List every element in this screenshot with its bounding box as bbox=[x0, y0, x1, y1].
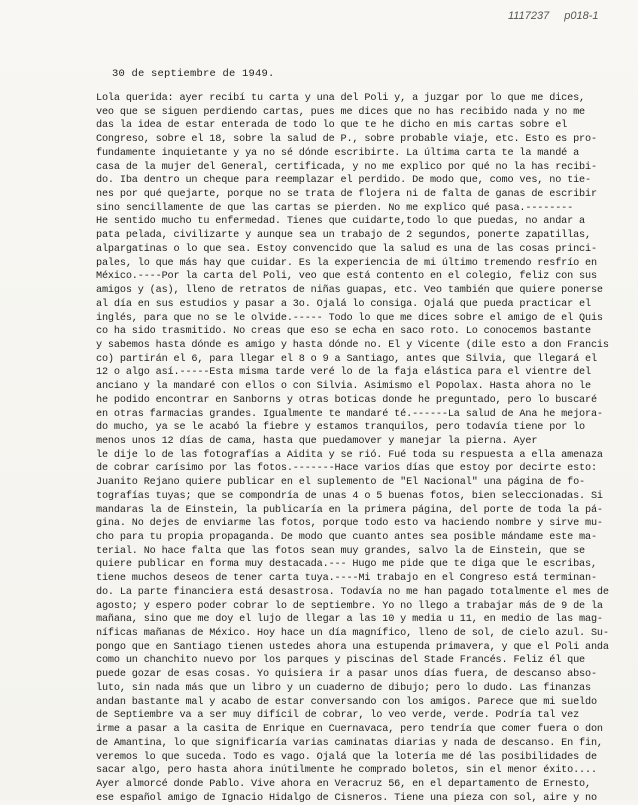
archive-stamp bbox=[508, 10, 611, 22]
letter-date: 30 de septiembre de 1949. bbox=[112, 68, 275, 80]
letter-line: mandaras la de Einstein, la publicaría en la primera página, del porte de toda la pá- bbox=[96, 504, 603, 516]
letter-line: níficas mañanas de México. Hoy hace un día magnífico, lleno de sol, de cielo azul. Su- bbox=[96, 628, 609, 640]
letter-line: cho para tu propia propaganda. De modo que cuanto antes sea posible mándame este ma- bbox=[96, 532, 597, 543]
letter-line: He sentido mucho tu enfermedad. Tienes que cuidarte,todo lo que puedas, no andar a bbox=[96, 216, 586, 228]
letter-line: amigos y (as), lleno de retratos de niñas guapas, etc. Veo también que quiere ponerse bbox=[96, 285, 603, 297]
letter-line: menos unos 12 días de cama, hasta que puedamover y manejar la pierna. Ayer bbox=[96, 435, 538, 447]
letter-line: veremos lo que suceda. Todo es vago. Ojalá que la lotería me dé las posibilidades de bbox=[96, 751, 597, 763]
letter-line: he podido encontrar en Sanborns y otras boticas donde he preguntado, pero lo buscaré bbox=[96, 394, 597, 406]
letter-line: agosto; y espero poder cobrar lo de septiembre. Yo no llego a trabajar más de 9 de la bbox=[96, 600, 603, 612]
letter-line: Lola querida: ayer recibí tu carta y una del Poli y, a juzgar por lo que me dices, bbox=[96, 93, 586, 104]
letter-line: luto, sin nada más que un libro y un cuaderno de dibujo; pero lo dudo. Las finanzas bbox=[96, 682, 591, 694]
letter-line: pata pelada, civilizarte y aunque sea un trabajo de 2 segundos, ponerte zapatillas, bbox=[96, 230, 591, 242]
letter-line: fundamente inquietante y ya no sé dónde escribirte. La última carta te la mandé a bbox=[96, 147, 580, 159]
letter-line: pongo que en Santiago tienen ustedes ahora una estupenda primavera, y que el Poli anda bbox=[96, 641, 609, 653]
letter-line: alpargatinas o lo que sea. Estoy convencido que la salud es una de las cosas princi- bbox=[96, 243, 597, 255]
letter-line: do mucho, ya se le acabó la fiebre y estamos tranquilos, pero todavía tiene por lo bbox=[96, 422, 586, 434]
letter-line: andan bastante mal y acabo de estar conversando con los amigos. Parece que mi sueldo bbox=[96, 696, 597, 708]
letter-line: en otras farmacias grandes. Igualmente te mandaré té.------La salud de Ana he mejora- bbox=[96, 408, 603, 420]
letter-line: y sabemos hasta dónde es amigo y hasta dónde no. El y Vicente (dile esto a don Francis bbox=[96, 339, 609, 351]
letter-line: Juanito Rejano quiere publicar en el suplemento de "El Nacional" una página de fo- bbox=[96, 477, 586, 489]
letter-line: do. La parte financiera está desastrosa. Todavía no me han pagado totalmente el mes de bbox=[96, 586, 609, 598]
letter-line: irme a pasar a la casita de Enrique en Cuernavaca, pero tendría que comer fuera o don bbox=[96, 724, 603, 736]
letter-line: puede gozar de esas cosas. Yo quisiera ir a pasar unos días fuera, de descanso abso- bbox=[96, 669, 597, 681]
letter-line: terial. No hace falta que las fotos sean muy grandes, salvo la de Einstein, que se bbox=[96, 545, 586, 557]
letter-line: México.----Por la carta del Poli, veo que está contento en el colegio, feliz con sus bbox=[96, 271, 597, 283]
letter-line: 12 o algo así.-----Esta misma tarde veré lo de la faja elástica para el vientre del bbox=[96, 367, 591, 379]
letter-line: le dije lo de las fotografías a Aidita y se rió. Fué toda su respuesta a ella amenaza bbox=[96, 449, 603, 461]
letter-line: de cobrar carísimo por las fotos.-------Hace varios días que estoy por decirte esto: bbox=[96, 463, 597, 475]
letter-line: quiere publicar en forma muy destacada.--- Hugo me pide que te diga que le escribas, bbox=[96, 559, 597, 571]
letter-line: de Septiembre va a ser muy difícil de cobrar, lo veo verde, verde. Podría tal vez bbox=[96, 710, 580, 722]
archive-number: 1117237 bbox=[508, 10, 550, 22]
letter-line: veo que se siguen perdiendo cartas, pues me dices que no has recibido nada y no me bbox=[96, 106, 586, 118]
letter-line: tiene muchos deseos de tener carta tuya.----Mi trabajo en el Congreso está terminan- bbox=[96, 573, 597, 585]
letter-line: nes por qué quejarte, porque no se trata de flojera ni de falta de ganas de escribir bbox=[96, 189, 597, 201]
letter-line: das la idea de estar enterada de todo lo que te he dicho en mis cartas sobre el bbox=[96, 120, 568, 132]
letter-line: pales, lo que más hay que cuidar. Es la experiencia de mi último tremendo resfrío en bbox=[96, 257, 597, 269]
letter-line: Ayer almorcé donde Pablo. Vive ahora en Veracruz 56, en el departamento de Ernesto, bbox=[96, 778, 591, 790]
letter-line: ese español amigo de Ignacio Hidalgo de Cisneros. Tiene una pieza con sol, aire y no bbox=[96, 792, 597, 804]
letter-line: de Amantina, lo que significaría varias caminatas diarias y nada de descanso. En fin, bbox=[96, 737, 603, 749]
letter-line: co ha sido trasmitido. No creas que eso se echa en saco roto. Lo conocemos bastante bbox=[96, 326, 591, 338]
letter-line: anciano y la mandaré con ellos o con Silvia. Asimismo el Popolax. Hasta ahora no le bbox=[96, 381, 591, 393]
archive-folio: p018-1 bbox=[564, 10, 599, 22]
letter-line: inglés, para que no se le olvide.----- Todo lo que me dices sobre el amigo de el Quis bbox=[96, 312, 603, 324]
letter-line: como un chanchito nuevo por los parques y piscinas del Stade Francés. Feliz él que bbox=[96, 655, 586, 667]
letter-line: sino sencillamente de que las cartas se pierden. No me explico qué pasa.-------- bbox=[96, 202, 574, 214]
letter-line: tografías tuyas; que se compondría de unas 4 o 5 buenas fotos, bien seleccionadas. Si bbox=[96, 490, 603, 502]
letter-line: Congreso, sobre el 18, sobre la salud de P., sobre probable viaje, etc. Esto es pro- bbox=[96, 134, 597, 146]
letter-line: gina. No dejes de enviarme las fotos, porque todo esto va haciendo nombre y sirve mu- bbox=[96, 518, 603, 530]
letter-body bbox=[96, 92, 638, 805]
letter-line: al día en sus estudios y pasar a 3o. Ojalá lo consiga. Ojalá que pueda practicar el bbox=[96, 298, 591, 310]
letter-line: do. Iba dentro un cheque para reemplazar el perdido. De modo que, como ves, no tie- bbox=[96, 175, 591, 187]
letter-line: co) partirán el 6, para llegar el 8 o 9 a Santiago, antes que Silvia, que llegará el bbox=[96, 353, 597, 365]
letter-line: sacar algo, pero hasta ahora inútilmente he comprado boletos, sin el menor éxito.... bbox=[96, 765, 597, 777]
letter-line: casa de la mujer del General, certificada, y no me explico por qué no la has recibi- bbox=[96, 161, 597, 173]
letter-line: mañana, sino que me doy el lujo de llegar a las 10 y media u 11, en medio de las mag- bbox=[96, 614, 603, 626]
